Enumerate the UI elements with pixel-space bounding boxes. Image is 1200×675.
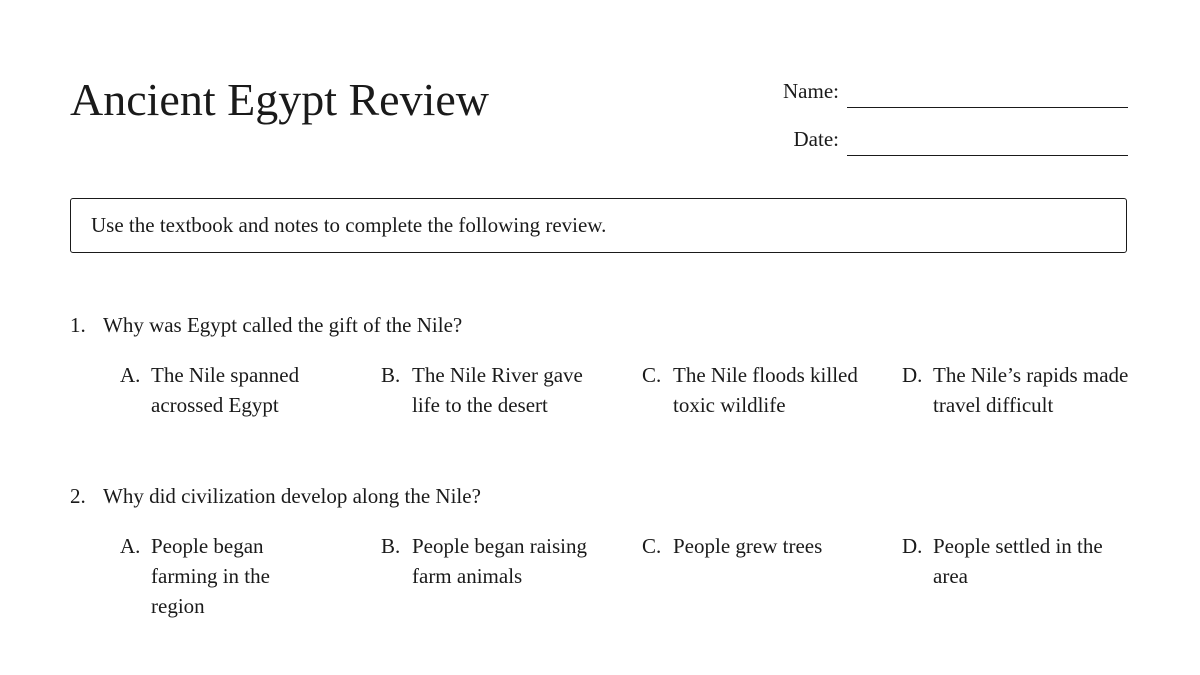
instructions-text: Use the textbook and notes to complete the following review. [91, 213, 607, 237]
choice-text: People grew trees [673, 534, 823, 558]
choice-letter: A. [120, 534, 141, 558]
choice-text: The Nile floods killed toxic wildlife [673, 363, 858, 417]
choice-text: The Nile’s rapids made travel difficult [933, 363, 1129, 417]
choice-text: The Nile River gave life to the desert [412, 363, 583, 417]
choice-c[interactable] [642, 360, 872, 420]
date-label: Date: [793, 127, 839, 151]
question-prompt [70, 310, 1130, 340]
answer-choices [70, 531, 1130, 631]
choice-letter: C. [642, 363, 662, 387]
choice-letter: A. [120, 363, 141, 387]
question-prompt [70, 481, 1130, 511]
choice-letter: C. [642, 534, 662, 558]
choice-b[interactable] [381, 360, 611, 420]
choice-d[interactable] [902, 360, 1134, 420]
question-number: 1. [70, 313, 86, 337]
name-label: Name: [783, 79, 839, 103]
choice-a[interactable] [120, 360, 320, 420]
instructions-box [70, 198, 1127, 253]
choice-text: The Nile spanned acrossed Egypt [151, 363, 300, 417]
date-field [794, 124, 1128, 152]
choice-text: People settled in the area [933, 534, 1103, 588]
name-field [783, 76, 1128, 104]
choice-text: People began raising farm animals [412, 534, 587, 588]
choice-letter: D. [902, 534, 923, 558]
question-text: Why was Egypt called the gift of the Nile? [103, 313, 463, 337]
name-blank-line[interactable] [847, 107, 1128, 108]
worksheet-title: Ancient Egypt Review [70, 74, 490, 125]
question-text: Why did civilization develop along the Nile? [103, 484, 481, 508]
choice-letter: B. [381, 363, 401, 387]
choice-text: People began farming in the region [151, 534, 270, 618]
choice-a[interactable] [120, 531, 320, 621]
question-1 [70, 310, 1130, 460]
question-number: 2. [70, 484, 86, 508]
choice-letter: D. [902, 363, 923, 387]
question-2 [70, 481, 1130, 631]
choice-c[interactable] [642, 531, 872, 561]
choice-d[interactable] [902, 531, 1134, 591]
answer-choices [70, 360, 1130, 460]
choice-letter: B. [381, 534, 401, 558]
date-blank-line[interactable] [847, 155, 1128, 156]
choice-b[interactable] [381, 531, 611, 591]
